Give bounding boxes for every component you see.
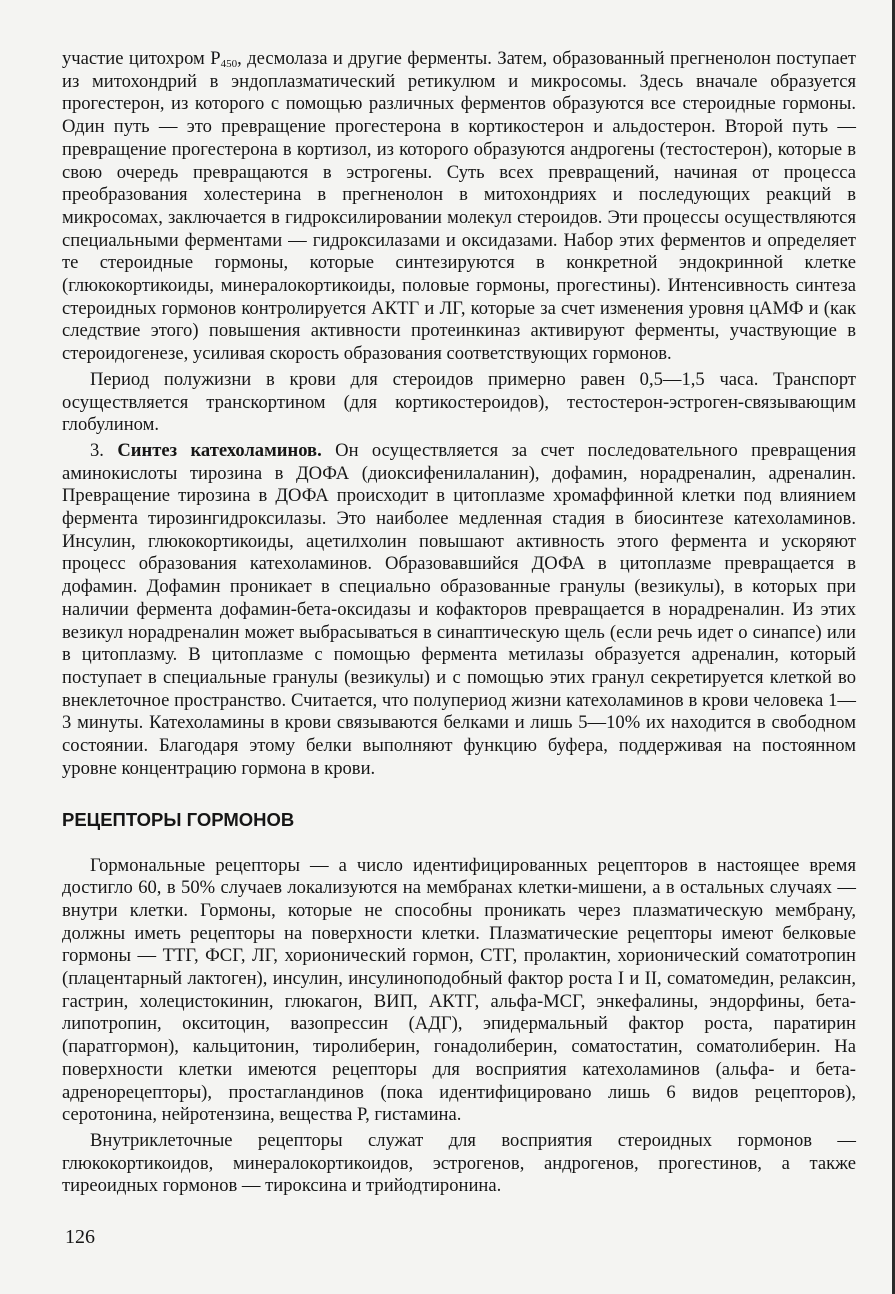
list-number: 3. — [90, 439, 118, 461]
paragraph-steroid-half-life — [62, 369, 856, 437]
section-heading: РЕЦЕПТОРЫ ГОРМОНОВ — [62, 808, 295, 830]
page-number: 126 — [65, 1226, 95, 1248]
paragraph-steroid-synthesis — [62, 48, 856, 366]
inline-heading: Синтез катехоламинов. — [117, 439, 322, 461]
paragraph-steroid-synthesis-start: участие цитохром P — [62, 48, 221, 69]
paragraph-intracellular-receptors-text: Внутриклеточные рецепторы служат для восприятия стероидных гормонов — глюкокортикоидов, минералокортикоидов, эстрогенов, андрогенов, прогестинов, а также тиреоидных гормонов — тироксина и трийодтиронина. — [62, 1129, 856, 1197]
paragraph-steroid-synthesis-rest: , десмолаза и другие ферменты. Затем, образованный прегненолон поступает из митохондрий в эндоплазматический ретикулюм и микросомы. Здесь вначале образуется прогестерон, из которого с помощью различных ферментов образуются все стероидные гормоны. Один путь — это превращение прогестерона в кортикостерон и альдостерон. Второй путь — превращение прогестерона в кортизол, из которого образуются андрогены (тестостерон), которые в свою очередь превращаются в эстрогены. Суть всех превращений, начиная от процесса преобразования холестерина в прегненолон в митохондриях и последующих реакций в микросомах, заключается в гидроксилировании молекул стероидов. Эти процессы осуществляются специальными ферментами — гидроксилазами и оксидазами. Набор этих ферментов и определяет те стероидные гормоны, которые синтезируются в конкретной эндокринной клетке (глюкокортикоиды, минералокортикоиды, половые гормоны, прогестины). Интенсивность синтеза стероидных гормонов контролируется АКТГ и ЛГ, которые за счет изменения уровня цАМФ и (как следствие этого) повышения активности протеинкиназ активируют ферменты, участвующие в стероидогенезе, усиливая скорость образования соответствующих гормонов. — [62, 48, 856, 365]
paragraph-catecholamine-text: Он осуществляется за счет последовательного превращения аминокислоты тирозина в ДОФА (диоксифенилаланин), дофамин, норадреналин, адреналин. Превращение тирозина в ДОФА происходит в цитоплазме хромаффинной клетки под влиянием фермента тирозингидроксилазы. Это наиболее медленная стадия в биосинтезе катехоламинов. Инсулин, глюкокортикоиды, ацетилхолин повышают активность этого фермента и ускоряют процесс образования катехоламинов. Образовавшийся ДОФА в цитоплазме превращается в дофамин. Дофамин проникает в специально образованные гранулы (везикулы), в которых при наличии фермента дофамин-бета-оксидазы и кофакторов превращается в норадреналин. Из этих везикул норадреналин может выбрасываться в синаптическую щель (если речь идет о синапсе) или в цитоплазму. В цитоплазме с помощью фермента метилазы образуется адреналин, который поступает в специальные гранулы (везикулы) и с помощью этих гранул секретируется клеткой во внеклеточное пространство. Считается, что полупериод жизни катехоламинов в крови человека 1—3 минуты. Катехоламины в крови связываются белками и лишь 5—10% их находится в свободном состоянии. Благодаря этому белки выполняют функцию буфера, поддерживая на постоянном уровне концентрацию гормона в крови. — [62, 439, 857, 779]
paragraph-catecholamine-synthesis — [62, 440, 856, 781]
paragraph-intracellular-receptors — [62, 1130, 856, 1198]
p450-subscript: 450 — [220, 58, 238, 70]
paragraph-steroid-half-life-text: Период полужизни в крови для стероидов примерно равен 0,5—1,5 часа. Транспорт осуществляется транскортином (для кортикостероидов), тестостерон-эстроген-связывающим глобулином. — [62, 368, 856, 436]
paragraph-membrane-receptors-text: Гормональные рецепторы — а число идентифицированных рецепторов в настоящее время достигло 60, в 50% случаев локализуются на мембранах клетки-мишени, а в остальных случаях — внутри клетки. Гормоны, которые не способны проникать через плазматическую мембрану, должны иметь рецепторы на поверхности клетки. Плазматические рецепторы имеют белковые гормоны — ТТГ, ФСГ, ЛГ, хорионический гормон, СТГ, пролактин, хорионический соматотропин (плацентарный лактоген), инсулин, инсулиноподобный фактор роста I и II, соматомедин, релаксин, гастрин, холецистокинин, глюкагон, ВИП, АКТГ, альфа-МСГ, энкефалины, эндорфины, бета-липотропин, окситоцин, вазопрессин (АДГ), эпидермальный фактор роста, паратирин (паратгормон), кальцитонин, тиролиберин, гонадолиберин, соматостатин, соматолиберин. На поверхности клетки имеются рецепторы для восприятия катехоламинов (альфа- и бета-адренорецепторы), простагландинов (пока идентифицировано лишь 6 видов рецепторов), серотонина, нейротензина, вещества Р, гистамина. — [62, 854, 856, 1126]
paragraph-membrane-receptors — [62, 855, 856, 1127]
page-text-block — [62, 48, 856, 1198]
